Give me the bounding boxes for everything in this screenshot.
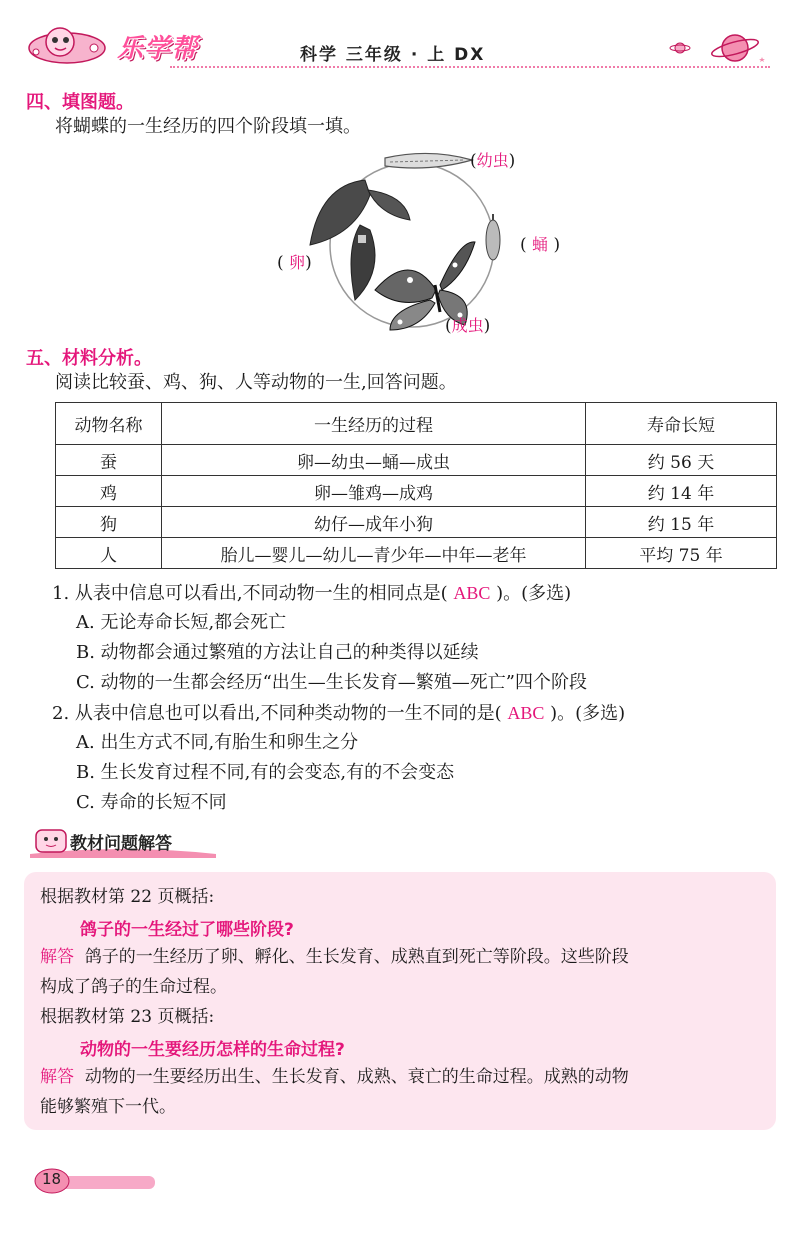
section5-instruction: 阅读比较蚕、鸡、狗、人等动物的一生,回答问题。 bbox=[55, 372, 457, 393]
page-number: 18 bbox=[42, 1170, 62, 1188]
table-cell: 人 bbox=[56, 538, 162, 569]
question-1-option-b: B. 动物都会通过繁殖的方法让自己的种类得以延续 bbox=[76, 642, 479, 663]
table-header-cell: 一生经历的过程 bbox=[162, 403, 586, 445]
answer-label: 解答 bbox=[40, 1067, 74, 1087]
question-2-text: 2. 从表中信息也可以看出,不同种类动物的一生不同的是( bbox=[52, 703, 502, 724]
textbook-question-2: 动物的一生要经历怎样的生命过程? bbox=[80, 1040, 345, 1060]
page-number-badge bbox=[33, 1167, 71, 1195]
answer-1-text: 鸽子的一生经历了卵、孵化、生长发育、成熟直到死亡等阶段。这些阶段 bbox=[84, 947, 629, 967]
question-1-answer: ABC bbox=[453, 583, 491, 603]
stage-label-egg: ( 卵) bbox=[277, 253, 312, 273]
stage-answer-adult: 成虫 bbox=[451, 316, 484, 335]
textbook-ref-1: 根据教材第 22 页概括: bbox=[40, 887, 215, 907]
table-cell: 鸡 bbox=[56, 476, 162, 507]
question-1-option-a: A. 无论寿命长短,都会死亡 bbox=[76, 612, 287, 633]
stage-label-pupa: ( 蛹 ) bbox=[520, 235, 561, 255]
table-cell: 约 56 天 bbox=[586, 445, 777, 476]
textbook-answer-2-line2: 能够繁殖下一代。 bbox=[40, 1097, 176, 1117]
question-1-stem bbox=[52, 578, 571, 609]
table-cell: 约 15 年 bbox=[586, 507, 777, 538]
mascot-icon bbox=[22, 22, 117, 66]
question-2-option-c: C. 寿命的长短不同 bbox=[76, 792, 227, 813]
table-row bbox=[56, 445, 777, 476]
table-header-cell: 动物名称 bbox=[56, 403, 162, 445]
textbook-answer-2-line1 bbox=[40, 1062, 629, 1092]
question-2-suffix: )。(多选) bbox=[550, 703, 626, 724]
header-subject: 科学 三年级 · 上 DX bbox=[300, 45, 486, 65]
question-2-stem bbox=[52, 698, 625, 729]
textbook-ref-2: 根据教材第 23 页概括: bbox=[40, 1007, 215, 1027]
pupa-icon bbox=[486, 214, 500, 260]
page-number-bar bbox=[60, 1176, 155, 1189]
table-cell: 约 14 年 bbox=[586, 476, 777, 507]
section4-instruction: 将蝴蝶的一生经历的四个阶段填一填。 bbox=[55, 116, 361, 137]
answer-2-text: 动物的一生要经历出生、生长发育、成熟、衰亡的生命过程。成熟的动物 bbox=[84, 1067, 629, 1087]
table-cell: 卵—幼虫—蛹—成虫 bbox=[162, 445, 586, 476]
table-cell: 平均 75 年 bbox=[586, 538, 777, 569]
table-header-row bbox=[56, 403, 777, 445]
question-2-option-b: B. 生长发育过程不同,有的会变态,有的不会变态 bbox=[76, 762, 455, 783]
stage-label-larva: (幼虫) bbox=[470, 151, 516, 171]
table-cell: 胎儿—婴儿—幼儿—青少年—中年—老年 bbox=[162, 538, 586, 569]
table-row bbox=[56, 507, 777, 538]
brand-name: 乐学帮 bbox=[117, 34, 199, 64]
textbook-question-1: 鸽子的一生经过了哪些阶段? bbox=[80, 920, 294, 940]
table-cell: 蚕 bbox=[56, 445, 162, 476]
header-divider bbox=[170, 66, 770, 68]
textbook-answer-1-line2: 构成了鸽子的生命过程。 bbox=[40, 977, 227, 997]
table-cell: 狗 bbox=[56, 507, 162, 538]
stage-answer-pupa: 蛹 bbox=[532, 235, 549, 254]
planet-icon bbox=[660, 30, 770, 70]
question-1-option-c: C. 动物的一生都会经历“出生—生长发育—繁殖—死亡”四个阶段 bbox=[76, 672, 587, 693]
table-header-cell: 寿命长短 bbox=[586, 403, 777, 445]
section5-title: 五、材料分析。 bbox=[26, 348, 152, 369]
page-header bbox=[0, 0, 800, 70]
larva-icon bbox=[385, 153, 472, 168]
question-2-option-a: A. 出生方式不同,有胎生和卵生之分 bbox=[76, 732, 359, 753]
table-cell: 卵—雏鸡—成鸡 bbox=[162, 476, 586, 507]
question-1-text: 1. 从表中信息可以看出,不同动物一生的相同点是( bbox=[52, 583, 448, 604]
stage-label-adult: (成虫) bbox=[445, 316, 491, 336]
section4-title: 四、填图题。 bbox=[26, 92, 134, 113]
table-row bbox=[56, 476, 777, 507]
question-2-answer: ABC bbox=[507, 703, 545, 723]
animal-lifecycle-table bbox=[55, 402, 777, 569]
question-1-suffix: )。(多选) bbox=[496, 583, 572, 604]
table-cell: 幼仔—成年小狗 bbox=[162, 507, 586, 538]
table-row bbox=[56, 538, 777, 569]
textbook-answer-1-line1 bbox=[40, 942, 629, 972]
answer-label: 解答 bbox=[40, 947, 74, 967]
logo bbox=[22, 22, 222, 66]
textbook-section-title: 教材问题解答 bbox=[70, 834, 172, 854]
stage-answer-larva: 幼虫 bbox=[476, 151, 509, 170]
stage-answer-egg: 卵 bbox=[289, 253, 306, 272]
